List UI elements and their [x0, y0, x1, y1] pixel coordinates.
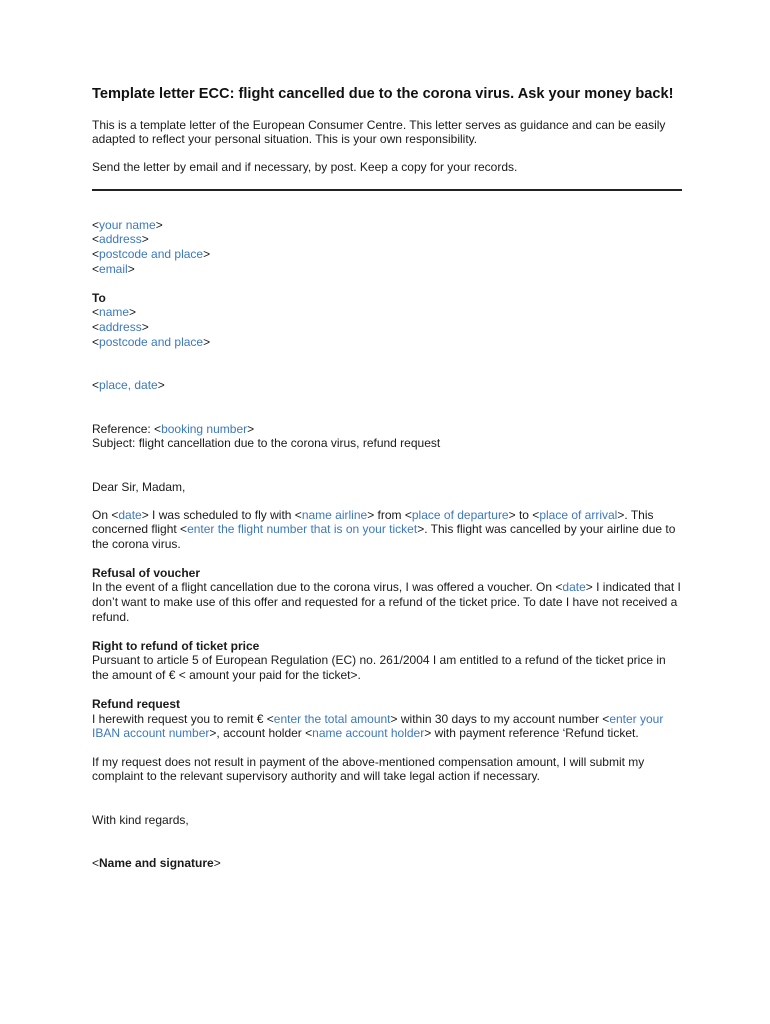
voucher-date-placeholder: date	[562, 580, 586, 595]
sender-email-placeholder: email	[99, 261, 128, 276]
sender-postcode-placeholder: postcode and place	[99, 246, 204, 261]
place-date-placeholder: place, date	[99, 378, 158, 393]
complaint-paragraph: If my request does not result in payment of the above-mentioned compensation amount, I will submit my complaint to the relevant supervisory authority and will take legal action if necessary.	[92, 754, 645, 784]
voucher-paragraph: In the event of a flight cancellation due to the corona virus, I was offered a voucher. On <date> I indicated that I don’t want to make use of this offer and requested for a refund of the ticket price. To date I have not received a refund.	[92, 580, 681, 624]
account-holder-placeholder: name account holder	[312, 726, 425, 741]
sender-address-placeholder: address	[99, 232, 142, 247]
booking-number-placeholder: booking number	[161, 421, 248, 436]
sender-name-placeholder: your name	[99, 217, 156, 232]
page-title: Template letter ECC: flight cancelled due to the corona virus. Ask your money back!	[92, 86, 674, 102]
total-amount-placeholder: enter the total amount	[273, 711, 391, 726]
refund-request-paragraph: I herewith request you to remit € <enter the total amount> within 30 days to my account number <enter your IBAN account number>, account holder <name account holder> with payment reference ‘Refund ticket.	[92, 711, 664, 741]
flight-number-placeholder: enter the flight number that is on your ticket	[187, 522, 418, 537]
refund-request-heading: Refund request	[92, 697, 181, 712]
send-note: Send the letter by email and if necessary, by post. Keep a copy for your records.	[92, 160, 518, 175]
intro-text: This is a template letter of the European Consumer Centre. This letter serves as guidance and can be easily adapted to reflect your personal situation. This is your own responsibility.	[92, 117, 666, 147]
airline-placeholder: name airline	[301, 507, 368, 522]
refund-right-paragraph: Pursuant to article 5 of European Regulation (EC) no. 261/2004 I am entitled to a refund of the ticket price in the amount of € < amount your paid for the ticket>.	[92, 653, 666, 683]
departure-placeholder: place of departure	[411, 507, 509, 522]
salutation: Dear Sir, Madam,	[92, 479, 186, 494]
recipient-address-placeholder: address	[99, 319, 142, 334]
flight-details-paragraph: On <date> I was scheduled to fly with <name airline> from <place of departure> to <place of arrival>. This concerned flight <enter the flight number that is on your ticket>. This flight was cancelled by your airline due to the corona virus.	[92, 507, 676, 551]
reference-line: Reference: <booking number>	[92, 421, 255, 436]
sender-block: <your name> <address> <postcode and place> <email>	[92, 217, 211, 276]
arrival-placeholder: place of arrival	[539, 507, 618, 522]
place-date-line: <place, date>	[92, 378, 165, 393]
signature-label: Name and signature	[99, 856, 214, 871]
reference-label: Reference:	[92, 421, 155, 436]
subject-line: Subject: flight cancellation due to the corona virus, refund request	[92, 436, 441, 451]
refund-right-heading: Right to refund of ticket price	[92, 638, 260, 653]
letter-content	[92, 86, 682, 871]
closing: With kind regards,	[92, 812, 189, 827]
flight-date-placeholder: date	[118, 507, 142, 522]
iban-placeholder: enter your IBAN account number	[92, 711, 664, 741]
recipient-name-placeholder: name	[99, 305, 130, 320]
recipient-postcode-placeholder: postcode and place	[99, 334, 204, 349]
recipient-block: To <name> <address> <postcode and place>	[92, 291, 682, 349]
to-label: To	[92, 290, 106, 305]
signature-line: <Name and signature>	[92, 856, 221, 871]
voucher-heading: Refusal of voucher	[92, 565, 201, 580]
